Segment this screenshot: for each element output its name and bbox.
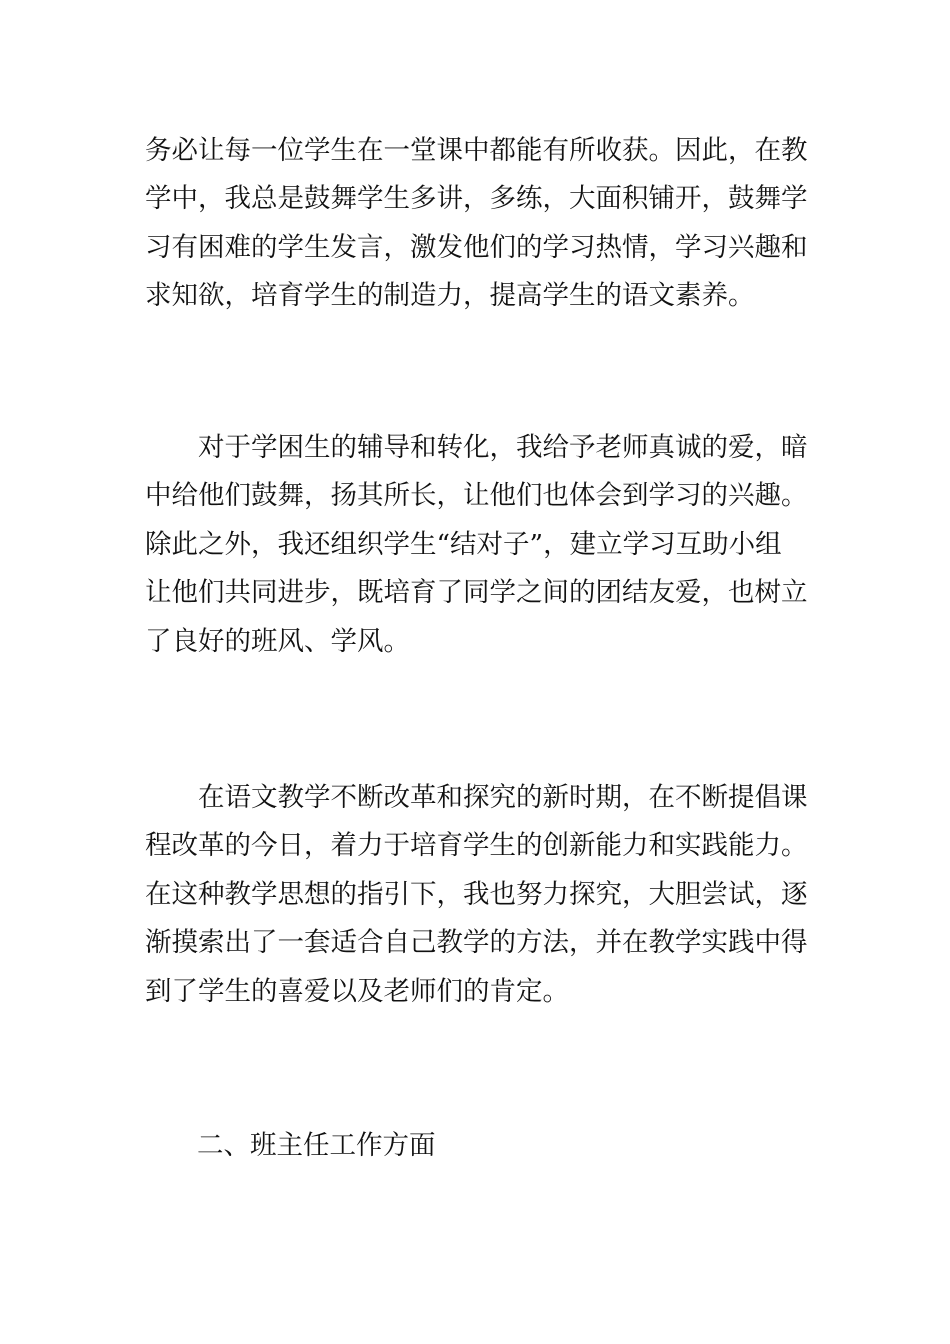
paragraph-line: 在语文教学不断改革和探究的新时期，在不断提倡课 bbox=[145, 782, 808, 813]
paragraph-1 bbox=[145, 127, 810, 321]
paragraph-line: 到了学生的喜爱以及老师们的肯定。 bbox=[145, 975, 569, 1007]
paragraph-line: 中给他们鼓舞，扬其所长，让他们也体会到学习的兴趣。 bbox=[145, 480, 808, 512]
paragraph-line: 在这种教学思想的指引下，我也努力探究，大胆尝试，逐 bbox=[145, 878, 808, 910]
paragraph-line: 让他们共同进步，既培育了同学之间的团结友爱，也树立 bbox=[145, 577, 808, 609]
paragraph-line: 程改革的今日，着力于培育学生的创新能力和实践能力。 bbox=[145, 830, 808, 862]
paragraph-line: 对于学困生的辅导和转化，我给予老师真诚的爱，暗 bbox=[145, 432, 808, 463]
paragraph-3 bbox=[145, 774, 810, 1016]
paragraph-line: 务必让每一位学生在一堂课中都能有所收获。因此，在教 bbox=[145, 135, 808, 166]
paragraph-line: 学中，我总是鼓舞学生多讲，多练，大面积铺开，鼓舞学 bbox=[145, 183, 808, 215]
section-heading: 二、班主任工作方面 bbox=[197, 1130, 436, 1161]
paragraph-line: 渐摸索出了一套适合自己教学的方法，并在教学实践中得 bbox=[145, 927, 808, 959]
paragraph-line: 习有困难的学生发言，激发他们的学习热情，学习兴趣和 bbox=[145, 231, 808, 263]
paragraph-line: 除此之外，我还组织学生“结对子”，建立学习互助小组 bbox=[145, 528, 782, 560]
paragraph-line: 了良好的班风、学风。 bbox=[145, 625, 410, 657]
paragraph-2 bbox=[145, 424, 810, 666]
paragraph-line: 求知欲，培育学生的制造力，提高学生的语文素养。 bbox=[145, 280, 755, 312]
